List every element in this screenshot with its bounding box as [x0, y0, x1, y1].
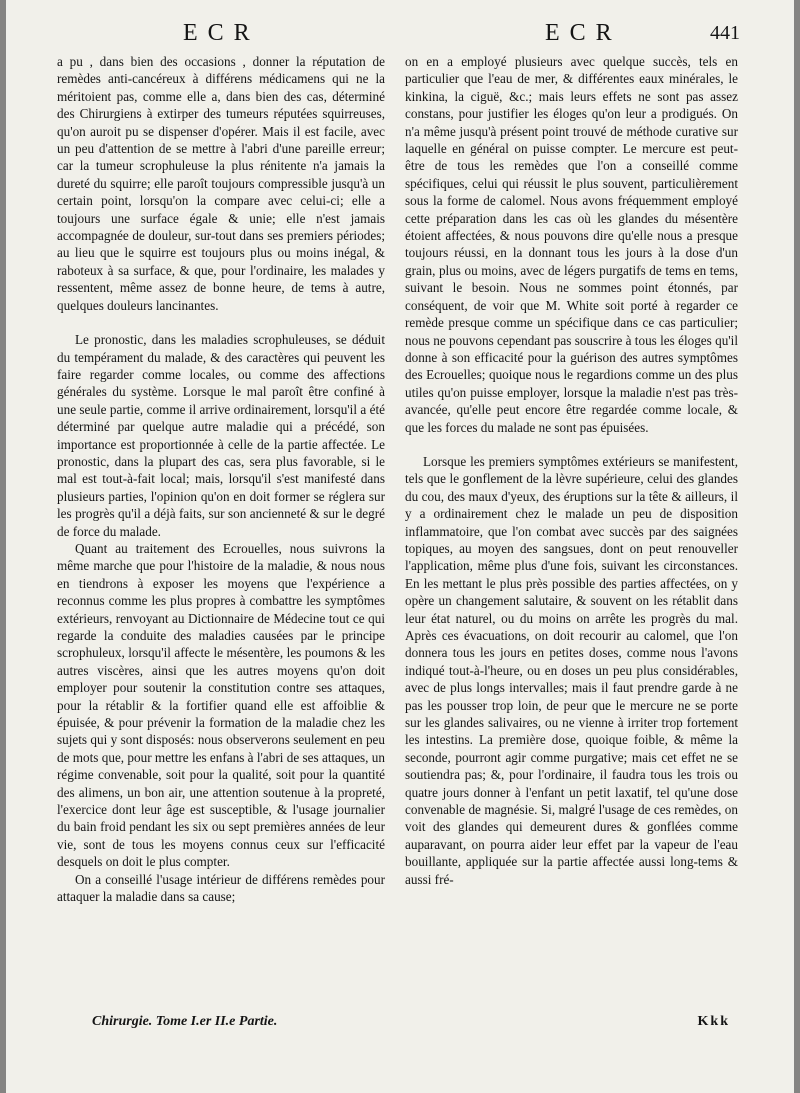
paragraph-treatment: Quant au traitement des Ecrouelles, nous suivrons la même marche que pour l'histoire de la maladie, & nous nous en tiendrons à exposer les moyens que l'expérience a reconnus comme les plus propres à combattre les symptômes extérieurs, renvoyant au Dictionnaire de Médecine tout ce qui regarde la conduite des maladies causées par le principe scrophuleux, lorsqu'il affecte le mésentère, les poumons & les autres viscères, ainsi que les autres moyens qu'on doit employer pour soutenir la constitution contre ses attaques, pour la rétablir & la fortifier quand elle est affoiblie & épuisée, & pour prévenir la formation de la maladie chez les sujets qui y sont disposés: nous observerons seulement en peu de mots que, pour mettre les enfans à l'abri de ses attaques, un régime convenable, soit pour la qualité, soit pour la quantité des alimens, un bon air, une attention soutenue à la propreté, l'exercice dont leur âge est susceptible, & l'usage journalier du bain froid pendant les six ou sept premières années de leur vie, sont de tous les moyens connus ceux sur l'efficacité desquels on doit le plus compter.	[57, 540, 385, 870]
right-column	[405, 53, 738, 888]
paragraph-mercury: on en a employé plusieurs avec quelque succès, tels en particulier que l'eau de mer, & différentes eaux minérales, le kinkina, la ciguë, &c.; mais leurs effets ne sont pas assez constans, pour justifier les éloges qu'on leur a prodigués. On n'a même jusqu'à présent point trouvé de méthode curative sur laquelle en général on puisse compter. Le mercure est peut-être de tous les remèdes que l'on a conseillé comme spécifiques, celui qui réussit le plus souvent, particulièrement sous la forme de calomel. Nous avons fréquemment employé cette préparation dans les cas où les glandes du mésentère étoient affectées, & nous pouvons dire qu'elle nous a presque toujours réussi, en la donnant tous les jours à la dose d'un grain, plus ou moins, avec de légers purgatifs de tems en tems, suivant le besoin. Nous ne sommes point étonnés, par conséquent, de voir que M. White soit porté à regarder ce remède presque comme un spécifique dans ce cas particulier; nous ne pouvons cependant pas souscrire à tous les éloges qu'il donne à son efficacité pour la guérison des autres symptômes des Ecrouelles; quoique nous le regardions comme un des plus utiles qu'on puisse employer, lorsque la maladie n'est pas très-avancée, qu'elle peut encore être regardée comme locale, & que les forces du malade ne sont pas épuisées.	[405, 54, 738, 435]
paragraph-external-symptoms: Lorsque les premiers symptômes extérieurs se manifestent, tels que le gonflement de la lèvre supérieure, celui des glandes du cou, des maux d'yeux, des éruptions sur la tête & ailleurs, il y a ordinairement chez le malade un peu de disposition inflammatoire, que l'on combat avec succès par des saignées topiques, au moyen des sangsues, dont on peut renouveller l'application, même plus d'une fois, suivant les circonstances. En les mettant le plus près possible des parties affectées, on y opère un changement salutaire, & souvent on les rétablit dans leur état naturel, ou du moins on arrête les progrès du mal. Après ces évacuations, on doit recourir au calomel, que l'on donnera tous les jours en petites doses, comme nous l'avons indiqué tout-à-l'heure, ou en doses un peu plus considérables, avec de plus longs intervalles; mais il faut prendre garde à ne pas les pousser trop loin, de peur que le mercure ne se porte sur les glandes salivaires, ou ne vienne à irriter trop fortement les intestins. La première dose, quoique foible, & même la seconde, pourront agir comme purgative; mais cet effet ne se soutiendra pas; &, pour l'ordinaire, il faudra tous les trois ou quatre jours donner à l'enfant un petit laxatif, tel qu'une dose convenable de magnésie. Si, malgré l'usage de ces remèdes, on voit des glandes qui demeurent dures & gonflées comme auparavant, on pourra aider leur effet par la vapeur de l'eau bouillante, appliquée sur la partie affectée aussi long-tems & aussi fré-	[405, 453, 738, 887]
paragraph-continued-text: a pu , dans bien des occasions , donner la réputation de remèdes anti-cancéreux à différens médicamens qui ne la méritoient pas, comme elle a, dans bien des cas, déterminé des Chirurgiens à extirper des tumeurs réputées squirreuses, qu'on auroit pu se dispenser d'opérer. Mais il est facile, avec un peu d'attention de se mettre à l'abri d'une pareille erreur; car la tumeur scrophuleuse la plus rénitente n'a jamais la dureté du squirre; elle paroît toujours compressible jusqu'à un certain point, lorsqu'on la compare avec celui-ci; elle a toujours une surface égale & unie; elle n'est jamais accompagnée de douleur, sur-tout dans ses premiers périodes; au lieu que le squirre est toujours plus ou moins inégal, & raboteux à sa surface, & que, pour l'ordinaire, les malades y ressentent, même assez de bonne heure, de tems à autre, quelques douleurs lancinantes.	[57, 54, 385, 313]
signature-mark: Kkk	[697, 1014, 730, 1029]
left-column	[57, 53, 385, 906]
left-running-head: ECR	[183, 20, 260, 46]
volume-line: Chirurgie. Tome I.er II.e Partie.	[92, 1014, 278, 1029]
paragraph-prognosis: Le pronostic, dans les maladies scrophuleuses, se déduit du tempérament du malade, & des caractères qui peuvent les faire regarder comme locales, ou comme des affections générales du système. Lorsque le mal paroît être confiné à une seule partie, comme il arrive ordinairement, lorsqu'il a été déterminé par quelque autre maladie qui a précédé, son importance est proportionnée à celle de la partie affectée. Le pronostic, dans la plupart des cas, sera plus favorable, si le mal est tout-à-fait local; mais, lorsqu'il s'est manifesté dans plusieurs parties, l'opinion qu'on en doit former se réglera sur les progrès qu'il a déjà faits, sur son ancienneté & sur le degré de force du malade.	[57, 332, 385, 539]
footer	[92, 1014, 730, 1030]
column-gutter	[393, 60, 394, 1010]
paragraph-remedies-start: On a conseillé l'usage intérieur de différens remèdes pour attaquer la maladie dans sa cause;	[57, 871, 385, 905]
page-right-edge	[794, 0, 800, 1093]
page-number: 441	[710, 22, 740, 44]
right-running-head: ECR	[545, 20, 622, 46]
page-left-edge	[0, 0, 6, 1093]
running-header	[55, 20, 740, 50]
